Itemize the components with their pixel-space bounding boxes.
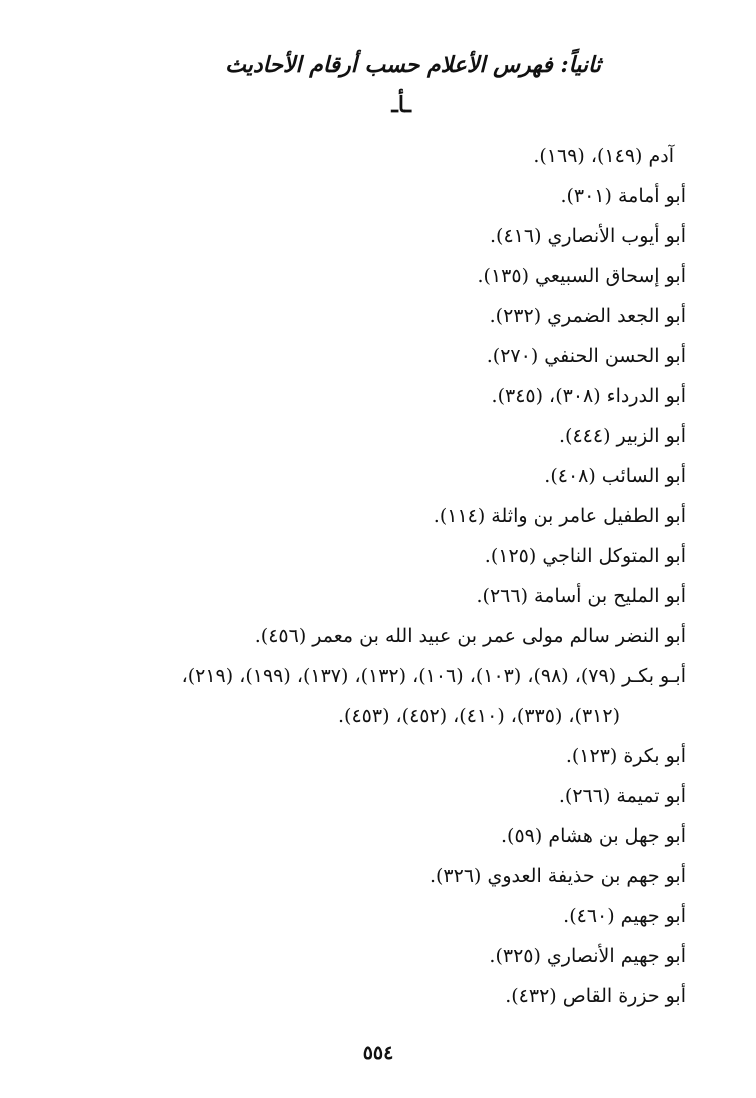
list-item: أبو جهيم الأنصاري (٣٢٥).: [489, 945, 686, 967]
list-item: أبو بكرة (١٢٣).: [565, 745, 686, 767]
list-item: أبو جهيم (٤٦٠).: [563, 905, 686, 927]
list-item: أبو أمامة (٣٠١).: [560, 185, 686, 207]
list-item: أبو حزرة القاص (٤٣٢).: [505, 985, 686, 1007]
list-item: أبو الزبير (٤٤٤).: [558, 425, 686, 447]
list-item: أبو إسحاق السبيعي (١٣٥).: [477, 265, 686, 287]
list-item: أبو السائب (٤٠٨).: [544, 465, 686, 487]
index-entries-list: [66, 136, 686, 1016]
list-item: أبو الجعد الضمري (٢٣٢).: [489, 305, 686, 327]
page-title: [0, 52, 756, 78]
list-item: أبو الدرداء (٣٠٨)، (٣٤٥).: [491, 385, 686, 407]
list-item: أبو أيوب الأنصاري (٤١٦).: [490, 225, 686, 247]
list-item: أبو النضر سالم مولى عمر بن عبيد الله بن معمر (٤٥٦).: [254, 625, 686, 647]
list-item: آدم (١٤٩)، (١٦٩).: [533, 145, 674, 167]
list-item-continuation: (٣١٢)، (٣٣٥)، (٤١٠)، (٤٥٢)، (٤٥٣).: [338, 705, 620, 727]
section-letter-heading: ـأـ: [391, 92, 411, 118]
list-item: أبو الحسن الحنفي (٢٧٠).: [486, 345, 686, 367]
list-item: أبو المليح بن أسامة (٢٦٦).: [476, 585, 686, 607]
list-item: أبو المتوكل الناجي (١٢٥).: [484, 545, 686, 567]
list-item: أبو الطفيل عامر بن واثلة (١١٤).: [433, 505, 686, 527]
list-item: أبو جهم بن حذيفة العدوي (٣٢٦).: [429, 865, 686, 887]
list-item: أبو جهل بن هشام (٥٩).: [501, 825, 686, 847]
page-title-text: ثانياً: فهرس الأعلام حسب أرقام الأحاديث: [225, 52, 601, 78]
list-item: أبـو بكـر (٧٩)، (٩٨)، (١٠٣)، (١٠٦)، (١٣٢)، (١٣٧)، (١٩٩)، (٢١٩)،: [181, 665, 686, 687]
list-item: أبو تميمة (٢٦٦).: [558, 785, 686, 807]
page-number: ٥٥٤: [362, 1042, 394, 1064]
